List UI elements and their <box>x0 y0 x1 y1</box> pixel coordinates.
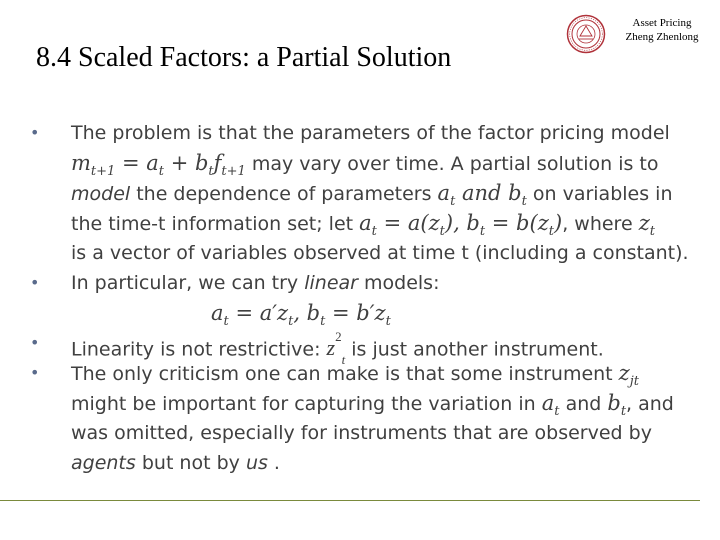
math-sub: t <box>450 194 456 209</box>
bullet-dot: • <box>30 273 40 292</box>
math-sub: t <box>479 224 486 239</box>
math-a: a <box>541 391 555 415</box>
bullet-dot: • <box>30 123 40 142</box>
plain-text: models: <box>357 272 440 294</box>
bullet-text <box>71 268 439 298</box>
math-z: z <box>618 361 630 385</box>
math-and-b: and b <box>455 181 522 205</box>
bullet-dot: • <box>30 363 40 382</box>
plain-text: may vary over time. A partial solution is to <box>245 153 659 175</box>
author-name: Zheng Zhenlong <box>625 31 699 43</box>
bullet-3-line-1 <box>30 328 700 367</box>
math-z: z <box>638 211 650 235</box>
math-sub: t+1 <box>90 164 116 179</box>
bullet-text: is a vector of variables observed at time t (including a constant). <box>71 242 689 264</box>
math-sub: t <box>288 314 294 329</box>
plain-text: Linearity is not restrictive: <box>71 338 327 361</box>
math-sub: t <box>158 164 165 179</box>
plain-text: might be important for capturing the variation in <box>71 393 542 415</box>
math-expr: ) <box>554 211 563 235</box>
math-sub: t <box>371 224 377 239</box>
math-sub: t+1 <box>221 164 246 179</box>
plain-text: The only criticism one can make is that some instrument <box>71 363 619 385</box>
math-sub: t <box>208 164 214 179</box>
math-sub: t <box>320 314 326 329</box>
math-expr: = b(z <box>485 211 549 235</box>
math-sup: 2 <box>335 329 342 344</box>
math-sub: t <box>439 224 445 239</box>
bullet-2-equation <box>30 298 700 328</box>
math-sub: t <box>554 404 560 419</box>
bullet-2-line-1 <box>30 268 700 298</box>
plain-text: In particular, we can try <box>71 272 305 294</box>
math-m: m <box>71 151 91 175</box>
plain-text: , where <box>562 213 639 235</box>
plain-text: and <box>559 393 608 415</box>
bullet-1-line-4 <box>30 208 700 238</box>
course-info <box>612 16 712 44</box>
math-a: a <box>437 181 451 205</box>
emphasis-text: linear <box>304 272 358 294</box>
bullet-4-line-1 <box>30 358 700 388</box>
bullet-1-line-5 <box>30 238 700 268</box>
math-sub: jt <box>629 374 640 389</box>
page-title: 8.4 Scaled Factors: a Partial Solution <box>36 42 452 73</box>
bullet-1-line-2 <box>30 148 700 178</box>
plain-text: on variables in <box>526 183 673 205</box>
plain-text: . <box>267 452 280 474</box>
math-a: a <box>359 211 372 235</box>
math-b: b <box>607 391 621 415</box>
math-a: = a <box>115 151 159 175</box>
plain-text: the time-t information set; let <box>71 213 360 235</box>
bullet-1-line-1 <box>30 118 700 148</box>
bullet-text <box>71 448 280 478</box>
math-sub: t <box>521 194 527 209</box>
bullet-4-line-3 <box>30 418 700 448</box>
math-expr: = a′z <box>228 301 289 325</box>
math-expr: = a(z <box>376 211 440 235</box>
plain-text: is just another instrument. <box>345 338 604 361</box>
plain-text: the dependence of parameters <box>130 183 438 205</box>
math-a: a <box>211 301 224 325</box>
footer-divider <box>0 500 700 501</box>
plain-text: but not by <box>135 452 246 474</box>
bullet-text: was omitted, especially for instruments that are observed by <box>71 422 652 444</box>
math-b: + b <box>164 151 209 175</box>
math-expr: = b′z <box>325 301 386 325</box>
math-f: f <box>213 151 222 175</box>
emphasis-text: agents <box>71 452 136 474</box>
bullet-4-line-4 <box>30 448 700 478</box>
university-seal-icon <box>566 14 606 54</box>
math-z-squared <box>326 329 346 367</box>
math-z: z <box>326 335 336 361</box>
math-sub: t <box>649 224 655 239</box>
slide-body <box>30 118 700 478</box>
bullet-text: The problem is that the parameters of the factor pricing model <box>71 122 670 144</box>
course-name: Asset Pricing <box>632 17 692 29</box>
math-sub: t <box>223 314 229 329</box>
math-expr: ), b <box>444 211 480 235</box>
math-sub: t <box>620 404 627 419</box>
math-sub: t <box>341 351 346 367</box>
plain-text: , and <box>626 393 674 415</box>
bullet-dot: • <box>30 333 40 352</box>
emphasis-text: model <box>71 183 131 205</box>
bullet-4-line-2 <box>30 388 700 418</box>
math-sub: t <box>385 314 391 329</box>
math-expr: , b <box>293 301 321 325</box>
bullet-1-line-3 <box>30 178 700 208</box>
math-sub: t <box>548 224 554 239</box>
emphasis-text: us <box>245 452 268 474</box>
